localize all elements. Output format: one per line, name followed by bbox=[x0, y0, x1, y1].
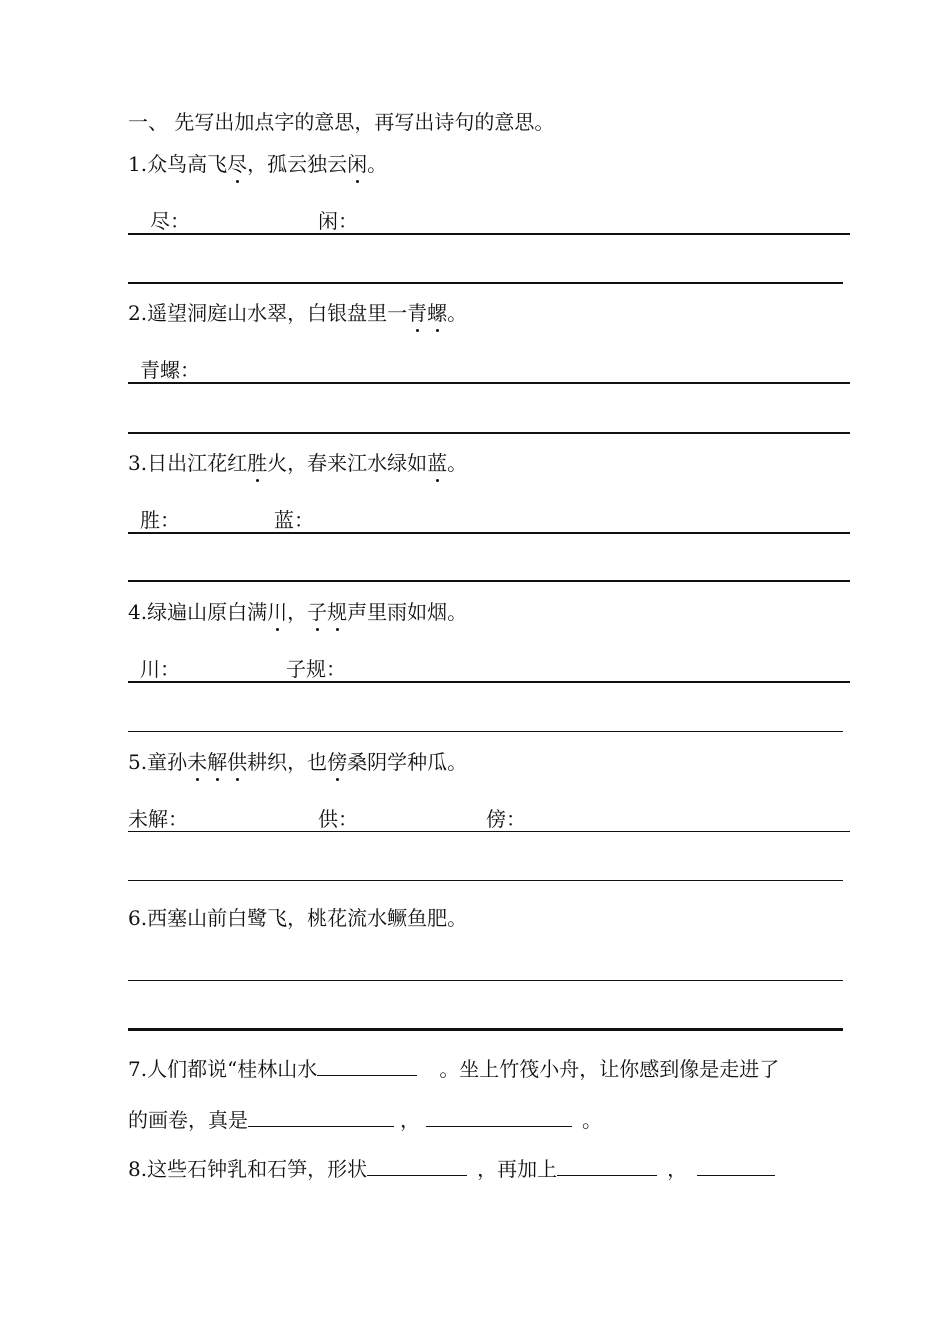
q5-dotted-char-1: 未 bbox=[187, 750, 208, 774]
q2-text-pre: 2.遥望洞庭山水翠，白银盘里一 bbox=[128, 301, 408, 325]
q5-label-b: 供： bbox=[318, 807, 358, 831]
q7-text-3: 的画卷，真是 bbox=[128, 1108, 248, 1132]
q4-label-b: 子规： bbox=[286, 657, 346, 681]
q4-text-post: 声里雨如烟。 bbox=[347, 600, 468, 624]
q8-blank-3[interactable] bbox=[697, 1155, 775, 1176]
section-title: 一、 先写出加点字的意思，再写出诗句的意思。 bbox=[128, 110, 555, 134]
q4-dotted-char-2: 子 bbox=[307, 600, 328, 624]
q3-label-b: 蓝： bbox=[274, 508, 314, 532]
q7-text-2: 。坐上竹筏小舟，让你感到像是走进了 bbox=[439, 1057, 780, 1081]
question-7-line-2 bbox=[128, 1106, 602, 1132]
q4-answer-line-2[interactable] bbox=[128, 731, 843, 732]
q4-text-mid: ， bbox=[287, 600, 308, 624]
q5-dotted-char-3: 供 bbox=[227, 750, 248, 774]
q7-blank-2[interactable] bbox=[248, 1106, 394, 1127]
question-2 bbox=[128, 301, 467, 325]
q5-text-pre: 5.童孙 bbox=[128, 750, 188, 774]
q7-text-4: ， bbox=[400, 1108, 420, 1132]
q1-text-mid: ，孤云独云 bbox=[247, 152, 348, 176]
q4-dotted-char-3: 规 bbox=[327, 600, 348, 624]
question-4 bbox=[128, 600, 467, 624]
q8-text-1: 8.这些石钟乳和石笋，形状 bbox=[128, 1157, 368, 1181]
q3-answer-line-1[interactable] bbox=[128, 532, 850, 534]
q2-dotted-char-1: 青 bbox=[407, 301, 428, 325]
q4-text-pre: 4.绿遍山原白满 bbox=[128, 600, 268, 624]
q5-label-a: 未解： bbox=[128, 807, 188, 831]
q2-answer-line-1[interactable] bbox=[128, 382, 850, 384]
q7-blank-1[interactable] bbox=[317, 1055, 417, 1076]
q2-label-a: 青螺： bbox=[140, 358, 200, 382]
q3-dotted-char-2: 蓝 bbox=[427, 451, 448, 475]
question-7-line-1 bbox=[128, 1055, 779, 1081]
q1-dotted-char-1: 尽 bbox=[227, 152, 248, 176]
q6-answer-line-1[interactable] bbox=[128, 980, 843, 981]
question-8 bbox=[128, 1155, 775, 1181]
q3-text-post: 。 bbox=[447, 451, 468, 475]
q3-text-mid: 火，春来江水绿如 bbox=[267, 451, 428, 475]
q7-blank-3[interactable] bbox=[426, 1106, 572, 1127]
q5-label-c: 傍： bbox=[486, 807, 526, 831]
q7-text-1: 7.人们都说“桂林山水 bbox=[128, 1057, 318, 1081]
q4-label-a: 川： bbox=[140, 657, 180, 681]
q7-text-5: 。 bbox=[582, 1108, 602, 1132]
q3-label-a: 胜： bbox=[140, 508, 180, 532]
q1-answer-line-2[interactable] bbox=[128, 282, 843, 284]
q1-answer-line-1[interactable] bbox=[128, 233, 850, 235]
q5-text-mid: 耕织，也 bbox=[247, 750, 328, 774]
q3-dotted-char-1: 胜 bbox=[247, 451, 268, 475]
question-6: 6.西塞山前白鹭飞，桃花流水鳜鱼肥。 bbox=[128, 906, 468, 930]
q1-label-a: 尽： bbox=[150, 209, 190, 233]
q1-text-pre: 1.众鸟高飞 bbox=[128, 152, 228, 176]
q2-answer-line-2[interactable] bbox=[128, 432, 850, 434]
q3-answer-line-2[interactable] bbox=[128, 580, 850, 582]
q2-text-post: 。 bbox=[447, 301, 468, 325]
q5-dotted-char-4: 傍 bbox=[327, 750, 348, 774]
q8-blank-2[interactable] bbox=[557, 1155, 657, 1176]
q4-dotted-char-1: 川 bbox=[267, 600, 288, 624]
q5-answer-line-2[interactable] bbox=[128, 880, 843, 881]
q3-text-pre: 3.日出江花红 bbox=[128, 451, 248, 475]
q1-dotted-char-2: 闲 bbox=[347, 152, 368, 176]
q5-text-post: 桑阴学种瓜。 bbox=[347, 750, 468, 774]
question-5 bbox=[128, 750, 467, 774]
q5-dotted-char-2: 解 bbox=[207, 750, 228, 774]
q8-text-3: ， bbox=[667, 1157, 688, 1181]
q1-label-b: 闲： bbox=[318, 209, 358, 233]
question-3 bbox=[128, 451, 467, 475]
q8-text-2: ，再加上 bbox=[477, 1157, 558, 1181]
q1-text-post: 。 bbox=[367, 152, 388, 176]
q2-dotted-char-2: 螺 bbox=[427, 301, 448, 325]
q5-answer-line-1[interactable] bbox=[128, 831, 850, 832]
q8-blank-1[interactable] bbox=[367, 1155, 467, 1176]
q6-answer-line-2[interactable] bbox=[128, 1028, 843, 1031]
question-1 bbox=[128, 152, 387, 176]
q4-answer-line-1[interactable] bbox=[128, 681, 850, 683]
